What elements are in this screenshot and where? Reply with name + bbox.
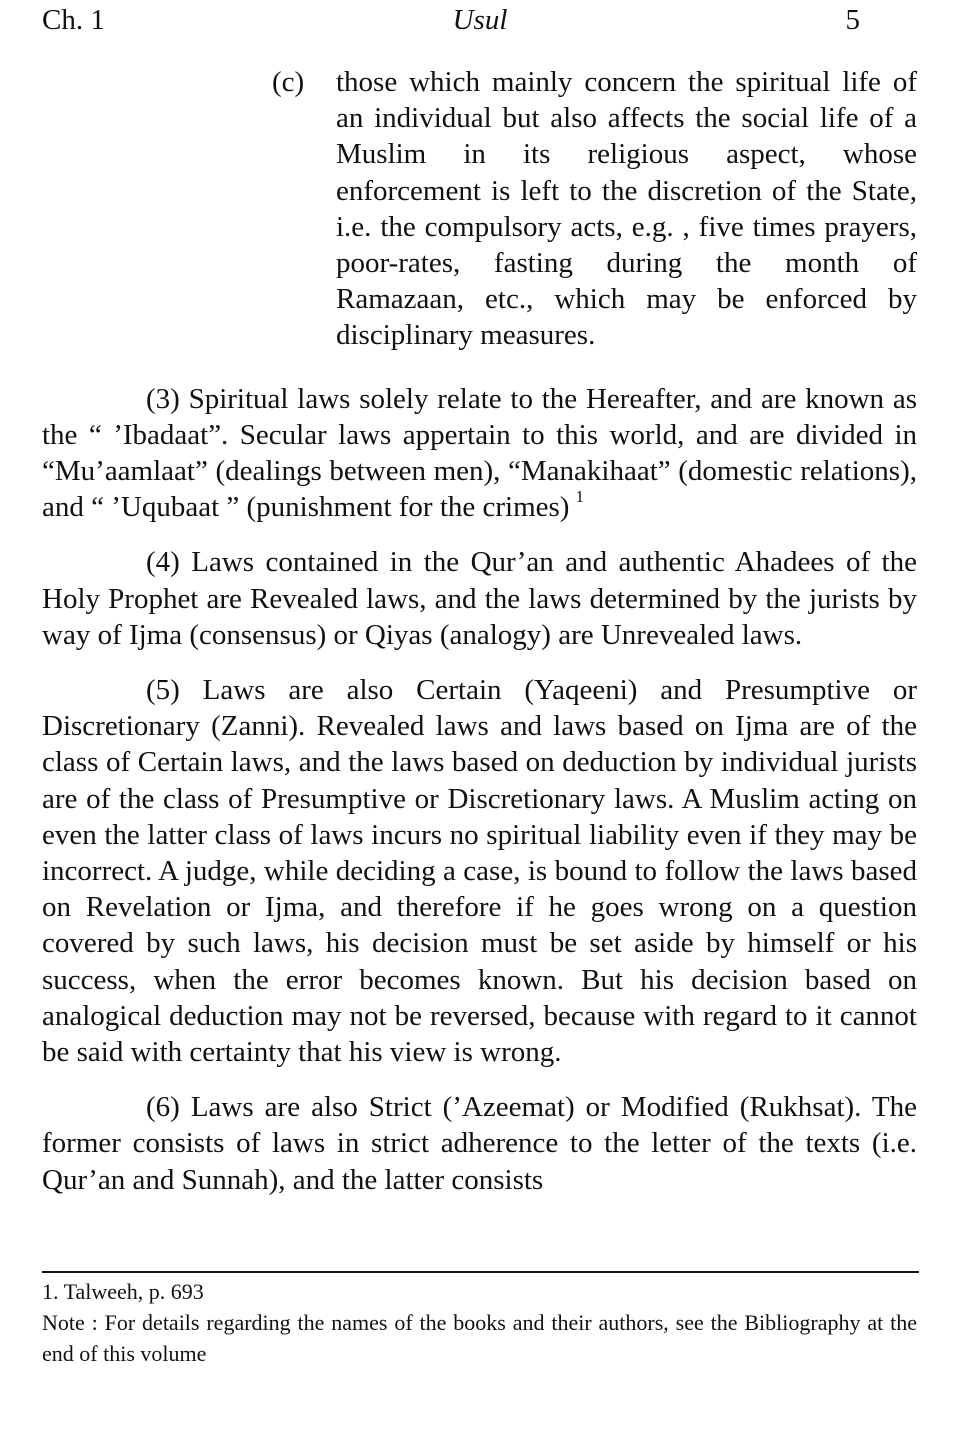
spacer [42, 354, 917, 381]
subclause-c [272, 64, 917, 354]
paragraph-4: (4) Laws contained in the Qur’an and authentic Ahadees of the Holy Prophet are Revealed laws, and the laws determined by the jurists by way of Ijma (consensus) or Qiyas (analogy) are Unrevealed laws. [42, 546, 917, 651]
footnote-ref-1[interactable]: 1 [575, 487, 584, 507]
spacer [42, 653, 917, 672]
running-title: Usul [452, 4, 508, 36]
paragraph-5: (5) Laws are also Certain (Yaqeeni) and Presumptive or Discretionary (Zanni). Revealed laws and laws based on Ijma are of the class of Certain laws, and the laws based on deduction by individual jurists are of the class of Presumptive or Discretionary laws. A Muslim acting on even the latter class of laws incurs no spiritual liability even if they may be incorrect. A judge, while deciding a case, is bound to follow the laws based on Revelation or Ijma, and therefore if he goes wrong on a question covered by such laws, his decision must be set aside by himself or his success, when the error becomes known. But his decision based on analogical deduction may not be reversed, because with regard to it cannot be said with certainty that his view is wrong. [42, 674, 917, 1069]
paragraph-6: (6) Laws are also Strict (’Azeemat) or Modified (Rukhsat). The former consists of laws in strict adherence to the letter of the texts (i.e. Qur’an and Sunnah), and the latter consists [42, 1091, 917, 1196]
spacer [42, 1070, 917, 1089]
subclause-marker: (c) [272, 66, 305, 98]
footnote-divider [42, 1271, 919, 1273]
paragraph-3 [42, 381, 917, 526]
chapter-label: Ch. 1 [42, 4, 105, 36]
footnote-1: 1. Talweeh, p. 693 [42, 1279, 204, 1304]
footnote-note: Note : For details regarding the names of the books and their authors, see the Bibliography at the end of this volume [42, 1310, 917, 1366]
footnotes [42, 1276, 917, 1369]
running-header [42, 2, 918, 40]
subclause-text: those which mainly concern the spiritual life of an individual but also affects the social life of a Muslim in its religious aspect, whose enforcement is left to the discretion of the State, i.e. the compulsory acts, e.g. , five times prayers, poor-rates, fasting during the month of Ramazaan, etc., which may be enforced by disciplinary measures. [336, 66, 917, 352]
paragraph-3-text: (3) Spiritual laws solely relate to the Hereafter, and are known as the “ ’Ibadaat”. Secular laws appertain to this world, and are divided in “Mu’aamlaat” (dealings between men), “Manakihaat” (domestic relations), and “ ’Uqubaat ” (punishment for the crimes) [42, 382, 917, 524]
spacer [42, 525, 917, 544]
page-number: 5 [845, 4, 860, 36]
page-body [42, 64, 917, 1198]
